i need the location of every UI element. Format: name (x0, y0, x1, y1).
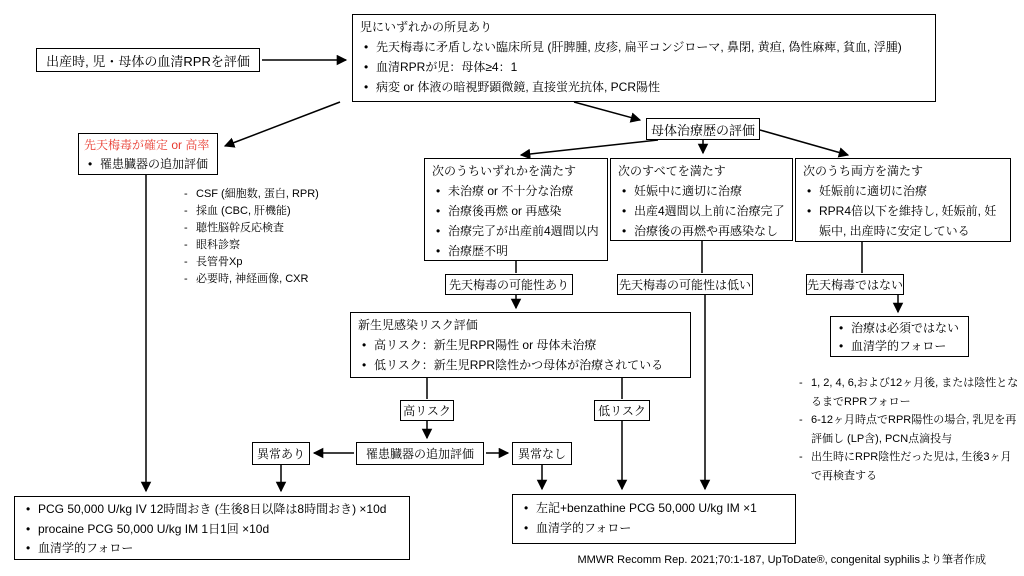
finding-item: • 先天梅毒に矛盾しない臨床所見 (肝脾腫, 皮疹, 扁平コンジローマ, 鼻閉, 黄疸, 偽性麻痺, 貧血, 浮腫) (360, 37, 928, 57)
node-normal-text: 異常なし (517, 447, 566, 461)
node-criteria-both (795, 158, 1011, 242)
additional-eval-item: - 長管骨Xp (183, 254, 398, 271)
criteria-any-item: • 治療歴不明 (432, 241, 600, 261)
node-confirmed-high-title: 先天梅毒が確定 or 高率 (84, 138, 210, 152)
label-possible-syphilis (445, 274, 573, 295)
no-treatment-item: • 血清学的フォロー (835, 337, 964, 355)
node-risk-evaluation-title: 新生児感染リスク評価 (358, 318, 478, 332)
node-infant-findings-list (360, 37, 928, 97)
risk-item: • 高リスク：新生児RPR陽性 or 母体未治療 (358, 335, 683, 355)
node-organ-evaluation (356, 442, 484, 465)
criteria-both-item: • RPR4倍以下を維持し, 妊娠前, 妊娠中, 出産時に安定している (803, 201, 1003, 241)
additional-eval-item: - 聴性脳幹反応検査 (183, 220, 398, 237)
label-unlikely-syphilis (617, 274, 753, 295)
node-criteria-all-list (618, 181, 785, 241)
node-criteria-any (424, 158, 608, 261)
node-infant-findings (352, 14, 936, 102)
label-unlikely-syphilis-text: 先天梅毒の可能性は低い (618, 278, 751, 292)
node-treatment-possible-list (520, 498, 788, 538)
additional-eval-item: - 必要時, 神経画像, CXR (183, 271, 398, 288)
node-infant-findings-title: 児にいずれかの所見あり (360, 20, 493, 34)
node-confirmed-high-list (84, 155, 212, 174)
node-criteria-any-title: 次のうちいずれかを満たす (432, 164, 577, 178)
node-organ-evaluation-text: 罹患臓器の追加評価 (365, 447, 474, 461)
node-treatment-confirmed-list (22, 500, 402, 559)
confirmed-item: • 罹患臓器の追加評価 (84, 155, 212, 174)
criteria-both-item: • 妊娠前に適切に治療 (803, 181, 1003, 201)
treatment-possible-item: • 血清学的フォロー (520, 518, 788, 538)
treatment-confirmed-item: • PCG 50,000 U/kg IV 12時間おき (生後8日以降は8時間おき) ×10d (22, 500, 402, 520)
label-low-risk (594, 400, 650, 421)
criteria-any-item: • 治療完了が出産前4週間以内 (432, 221, 600, 241)
node-maternal-history-label: 母体治療歴の評価 (650, 122, 755, 138)
finding-item: • 病変 or 体液の暗視野顕微鏡, 直接蛍光抗体, PCR陽性 (360, 77, 928, 97)
criteria-all-item: • 治療後の再燃や再感染なし (618, 221, 785, 241)
label-possible-syphilis-text: 先天梅毒の可能性あり (448, 278, 569, 292)
criteria-all-item: • 妊娠中に適切に治療 (618, 181, 785, 201)
node-criteria-both-list (803, 181, 1003, 241)
node-rpr-evaluation-label: 出産時, 児・母体の血清RPRを評価 (46, 53, 250, 69)
followup-item: - 1, 2, 4, 6,および12ヶ月後, または陰性となるまでRPRフォロー (798, 374, 1020, 411)
node-abnormal-text: 異常あり (256, 447, 305, 461)
citation-text: MMWR Recomm Rep. 2021;70:1-187, UpToDate®, congenital syphilisより筆者作成 (577, 554, 986, 566)
node-criteria-any-list (432, 181, 600, 261)
followup-item: - 出生時にRPR陰性だった児は, 生後3ヶ月で再検査する (798, 448, 1020, 485)
followup-item: - 6-12ヶ月時点でRPR陽性の場合, 乳児を再評価し (LP含), PCN点滴投与 (798, 411, 1020, 448)
criteria-any-item: • 未治療 or 不十分な治療 (432, 181, 600, 201)
node-criteria-all-title: 次のすべてを満たす (618, 164, 726, 178)
node-treatment-possible (512, 494, 796, 544)
treatment-possible-item: • 左記+benzathine PCG 50,000 U/kg IM ×1 (520, 498, 788, 518)
risk-item: • 低リスク：新生児RPR陰性かつ母体が治療されている (358, 355, 683, 375)
label-low-risk-text: 低リスク (598, 404, 646, 418)
followup-list (798, 374, 1020, 485)
node-risk-evaluation (350, 312, 691, 378)
no-treatment-item: • 治療は必須ではない (835, 319, 964, 337)
node-normal (512, 442, 572, 465)
label-not-syphilis-text: 先天梅毒ではない (807, 278, 904, 292)
node-criteria-all (610, 158, 793, 241)
node-criteria-both-title: 次のうち両方を満たす (803, 164, 924, 178)
criteria-all-item: • 出産4週間以上前に治療完了 (618, 201, 785, 221)
additional-eval-item: - 眼科診察 (183, 237, 398, 254)
additional-eval-item: - CSF (細胞数, 蛋白, RPR) (183, 186, 398, 203)
additional-eval-list (183, 186, 398, 288)
criteria-any-item: • 治療後再燃 or 再感染 (432, 201, 600, 221)
additional-eval-item: - 採血 (CBC, 肝機能) (183, 203, 398, 220)
finding-item: • 血清RPRが児：母体≥4：1 (360, 57, 928, 77)
node-maternal-history (646, 118, 760, 140)
label-not-syphilis (806, 274, 904, 295)
treatment-confirmed-item: • 血清学的フォロー (22, 539, 402, 559)
node-rpr-evaluation (36, 48, 260, 72)
node-abnormal (252, 442, 310, 465)
node-no-treatment-list (835, 319, 964, 355)
label-high-risk-text: 高リスク (403, 404, 451, 418)
node-confirmed-high (78, 133, 218, 175)
node-no-treatment (830, 316, 969, 357)
treatment-confirmed-item: • procaine PCG 50,000 U/kg IM 1日1回 ×10d (22, 520, 402, 540)
node-treatment-confirmed (14, 496, 410, 560)
node-risk-evaluation-list (358, 335, 683, 375)
label-high-risk (400, 400, 454, 421)
